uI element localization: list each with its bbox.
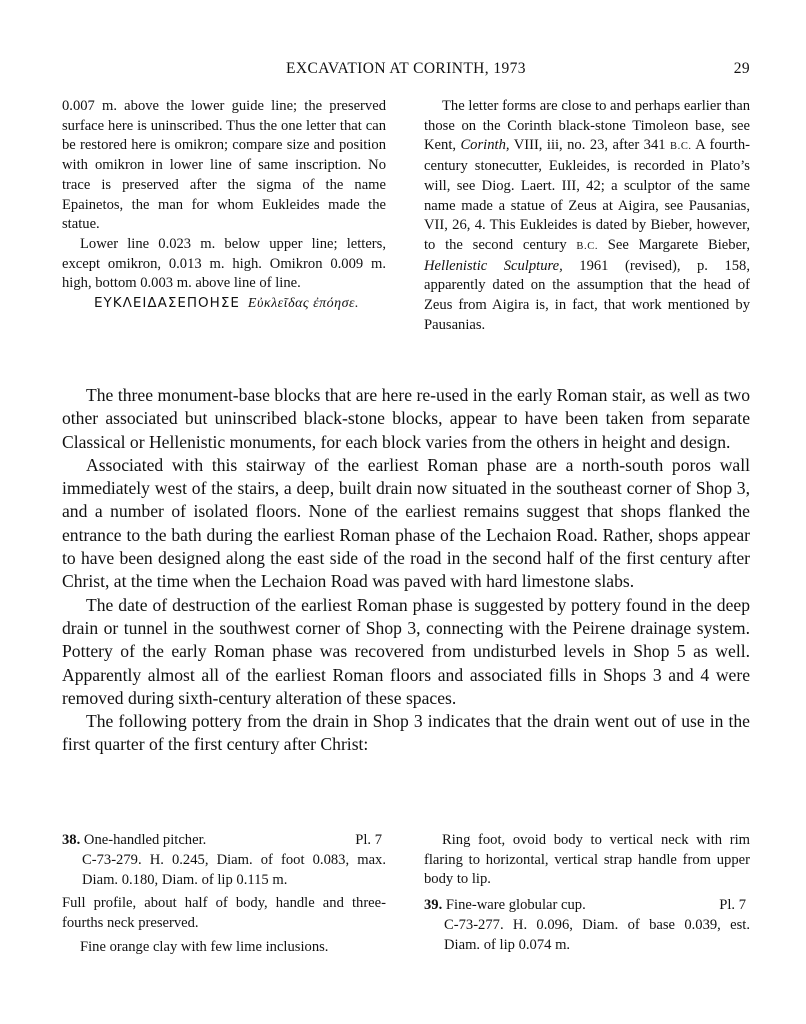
inscription-transcription: Εὐκλεῖδας ἐπόησε. <box>247 296 360 312</box>
era-abbrev: B.C. <box>670 141 692 153</box>
text-run: See Margarete Bieber, <box>598 236 750 253</box>
catalogue-left-column <box>62 831 386 958</box>
text-run: 1961 (revised), p. 158, apparently dated on the assumption that the head of Zeus from Aigira is, in fact, that work mentioned by Pausanias. <box>424 257 750 333</box>
italic-title-corinth: Corinth, <box>460 137 510 154</box>
entry-name: One-handled pitcher. <box>83 832 207 848</box>
right-paragraph <box>424 97 750 335</box>
text-run: The letter forms are close to and perhaps earlier than those on the Corinth black-stone Timoleon base, see Kent, <box>424 98 750 154</box>
entry-shape: Ring foot, ovoid body to vertical neck with rim flaring to horizontal, vertical strap handle from upper body to lip. <box>424 832 750 888</box>
running-title: EXCAVATION AT CORINTH, 1973 <box>286 60 526 77</box>
main-text <box>62 384 750 757</box>
page-number: 29 <box>733 60 750 77</box>
entry-clay: Fine orange clay with few lime inclusions. <box>80 938 329 955</box>
entry-name: Fine-ware globular cup. <box>445 897 586 914</box>
main-paragraph-1: The three monument-base blocks that are here re-used in the early Roman stair, as well as two other associated but uninscribed black-stone blocks, appear to have been taken from separate Classical or Hellenistic monuments, for each block varies from the others in height and design. <box>62 385 750 452</box>
catalogue-entry-38-heading <box>62 831 386 851</box>
entry-description: Full profile, about half of body, handle and three-fourths neck preserved. <box>62 895 386 932</box>
main-paragraph-4: The following pottery from the drain in Shop 3 indicates that the drain went out of use in the first quarter of the first century after Christ: <box>62 711 750 755</box>
right-footnote-column <box>424 97 750 335</box>
greek-inscription <box>62 294 386 314</box>
era-abbrev: B.C. <box>576 240 599 252</box>
page-header <box>62 60 750 82</box>
italic-title-hellenistic-sculpture: Hellenistic Sculpture, <box>424 257 563 274</box>
entry-number: 38. <box>62 832 81 848</box>
entry-details: C-73-279. H. 0.245, Diam. of foot 0.083, max. Diam. 0.180, Diam. of lip 0.115 m. <box>82 852 386 888</box>
catalogue-right-column <box>424 831 750 956</box>
left-paragraph-2: Lower line 0.023 m. below upper line; letters, except omikron, 0.013 m. high. Omikron 0.009 m. high, bottom 0.003 m. above line of line. <box>62 235 386 292</box>
catalogue-entry-39-heading <box>424 896 750 916</box>
left-paragraph-1: 0.007 m. above the lower guide line; the preserved surface here is uninscribed. Thus the one letter that can be restored here is omikron; compare size and position with omikron in lower line of same inscription. No trace is preserved after the sigma of the name Epainetos, the man for whom Eukleides made the statue. <box>62 98 386 233</box>
main-paragraph-2: Associated with this stairway of the earliest Roman phase are a north-south poros wall immediately west of the stairs, a deep, built drain now situated in the southeast corner of Shop 3, and a number of isolated floors. None of the earliest remains suggest that shops flanked the entrance to the bath during the earliest Roman phase of the Lechaion Road. Rather, shops appear to have been designed along the east side of the road in the second half of the first century after Christ, at the time when the Lechaion Road was paved with hard limestone slabs. <box>62 454 750 592</box>
plate-reference: Pl. 7 <box>355 832 382 848</box>
main-paragraph-3: The date of destruction of the earliest Roman phase is suggested by pottery found in the deep drain or tunnel in the southwest corner of Shop 3, connecting with the Peirene drainage system. Pottery of the early Roman phase was recovered from undisturbed levels in Shop 5 as well. Apparently almost all of the earliest Roman floors and associated fills in Shops 3 and 4 were removed during sixth-century alteration of these spaces. <box>62 594 750 708</box>
left-footnote-column <box>62 97 386 314</box>
text-run: VIII, iii, no. 23, after 341 <box>509 137 670 154</box>
entry-number: 39. <box>424 897 443 914</box>
plate-reference: Pl. 7 <box>719 897 746 914</box>
entry-details: C-73-277. H. 0.096, Diam. of base 0.039, est. Diam. of lip 0.074 m. <box>444 917 750 953</box>
text-run: A fourth-century stonecutter, Eukleides, is recorded in Plato’s will, see Diog. Laert. III, 42; a sculptor of the same name made a statue of Zeus at Aigira, see Pausanias, VII, 26, 4. This Eukleides is dated by Bieber, however, to the second century <box>424 137 750 253</box>
inscription-capitals: ΕΥΚΛΕΙΔΑΣΕΠΟΗΣΕ <box>94 295 240 312</box>
